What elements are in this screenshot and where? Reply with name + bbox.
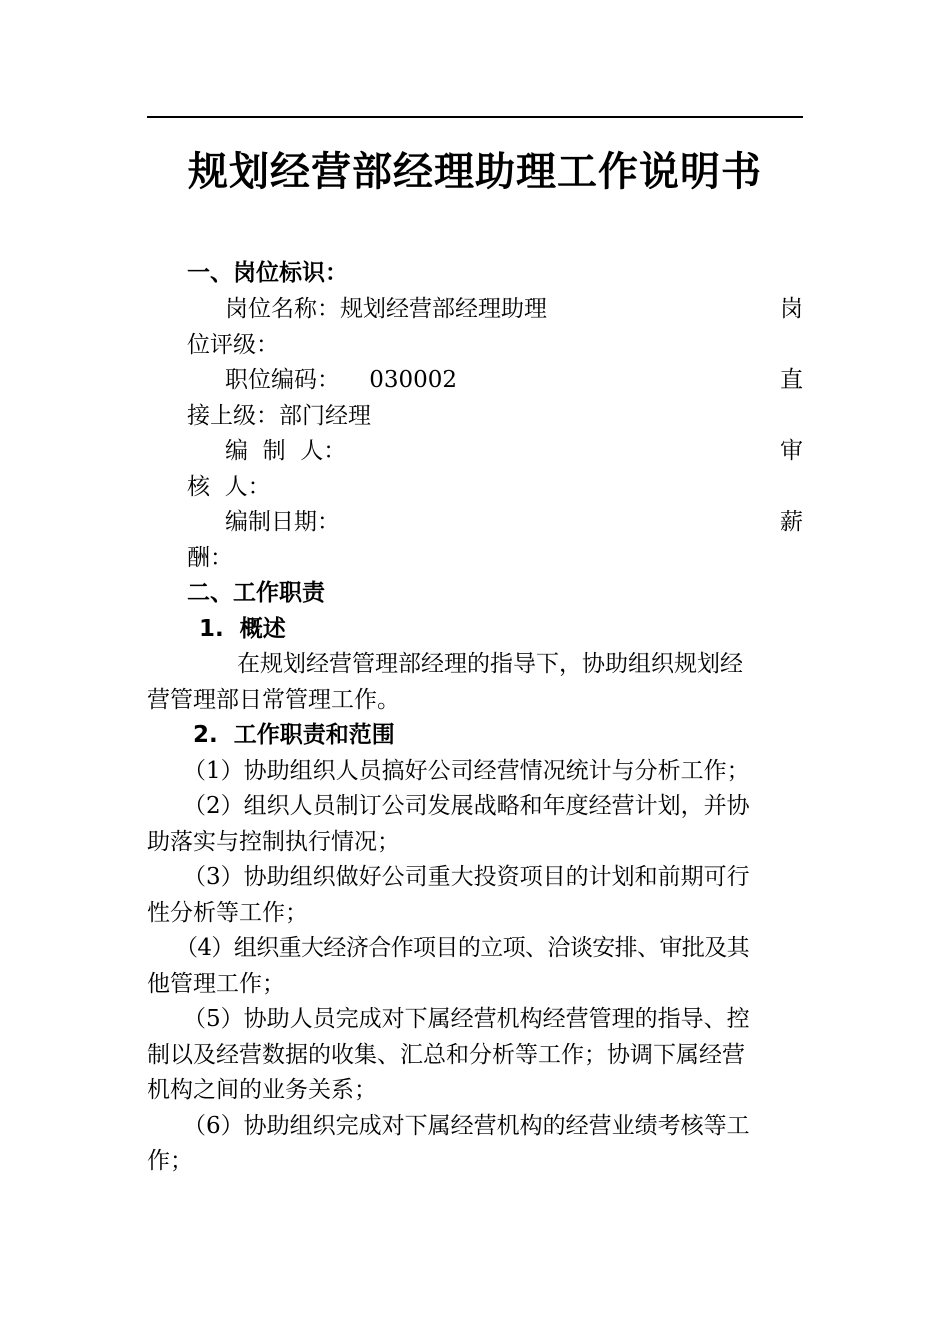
duty-item-5-line1: （5）协助人员完成对下属经营机构经营管理的指导、控 bbox=[183, 1006, 750, 1032]
reviewer-label-start: 审 bbox=[780, 438, 803, 464]
position-grade-label-start: 岗 bbox=[780, 296, 803, 322]
salary-label-start: 薪 bbox=[780, 509, 803, 535]
duty-item-5-line3: 机构之间的业务关系； bbox=[147, 1077, 377, 1103]
duty-item-3-line1: （3）协助组织做好公司重大投资项目的计划和前期可行 bbox=[183, 864, 750, 890]
position-name: 岗位名称：规划经营部经理助理 bbox=[225, 296, 547, 322]
position-grade-label: 位评级： bbox=[187, 332, 279, 358]
duty-item-2-line1: （2）组织人员制订公司发展战略和年度经营计划，并协 bbox=[183, 793, 750, 819]
subsection-duties: 2. 工作职责和范围 bbox=[193, 722, 395, 748]
direct-superior-label-start: 直 bbox=[780, 367, 803, 393]
duty-item-1: （1）协助组织人员搞好公司经营情况统计与分析工作； bbox=[183, 758, 750, 784]
duty-item-2-line2: 助落实与控制执行情况； bbox=[147, 829, 400, 855]
salary-label: 酬： bbox=[187, 545, 233, 571]
duty-item-3-line2: 性分析等工作； bbox=[147, 900, 308, 926]
prepared-by-label: 编 制 人： bbox=[225, 438, 347, 464]
overview-text-line2: 营管理部日常管理工作。 bbox=[147, 687, 400, 713]
document-title: 规划经营部经理助理工作说明书 bbox=[188, 149, 762, 195]
reviewer-label: 核 人： bbox=[187, 474, 271, 500]
direct-superior: 接上级：部门经理 bbox=[187, 403, 371, 429]
duty-item-5-line2: 制以及经营数据的收集、汇总和分析等工作；协调下属经营 bbox=[147, 1042, 745, 1068]
prepared-date-label: 编制日期： bbox=[225, 509, 340, 535]
section2-heading: 二、工作职责 bbox=[187, 580, 325, 606]
overview-text-line1: 在规划经营管理部经理的指导下，协助组织规划经 bbox=[237, 651, 743, 677]
section1-heading: 一、岗位标识： bbox=[187, 260, 348, 286]
duty-item-4-line2: 他管理工作； bbox=[147, 971, 285, 997]
duty-item-4-line1: （4）组织重大经济合作项目的立项、洽谈安排、审批及其 bbox=[175, 935, 750, 961]
header-rule bbox=[147, 116, 803, 118]
subsection-overview: 1. 概述 bbox=[199, 616, 286, 642]
duty-item-6-line2: 作； bbox=[147, 1148, 193, 1174]
position-code: 职位编码： 030002 bbox=[225, 367, 458, 393]
duty-item-6-line1: （6）协助组织完成对下属经营机构的经营业绩考核等工 bbox=[183, 1113, 750, 1139]
